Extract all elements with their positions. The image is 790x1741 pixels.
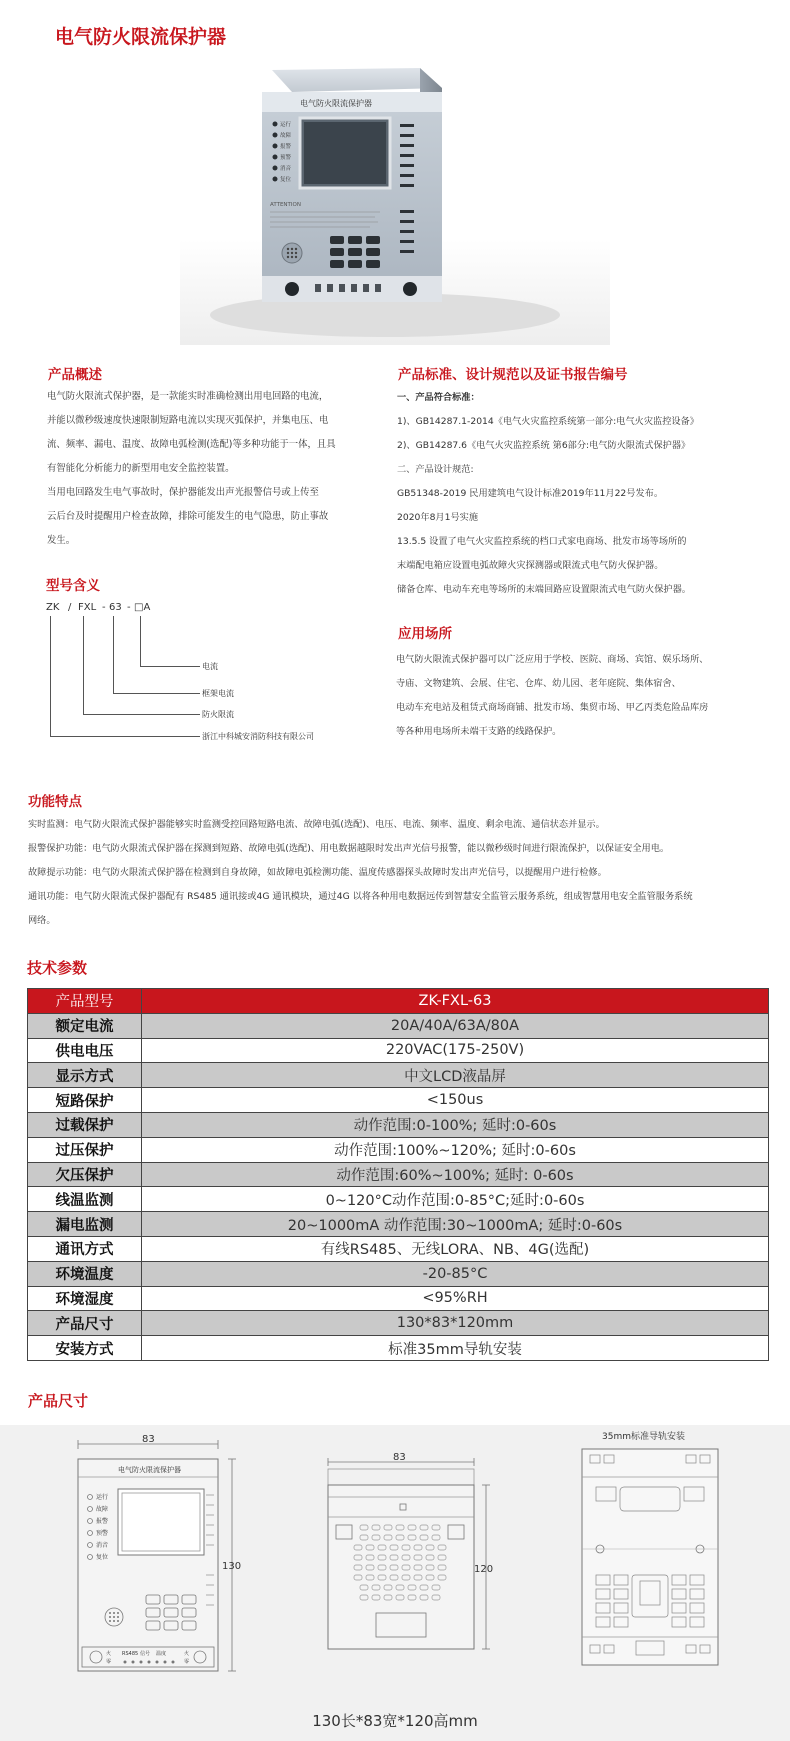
connector-line: [113, 616, 114, 693]
table-row: [28, 1088, 769, 1113]
overview-line: 有智能化分析能力的新型用电安全监控装置。: [47, 463, 235, 474]
table-row: [28, 1212, 769, 1237]
standards-line: 储备仓库、电动车充电等场所的末端回路应设置限流式电气防火保护器。: [397, 584, 691, 595]
indicator-label: 消音: [280, 166, 292, 172]
feature-line: 通讯功能：电气防火限流式保护器配有 RS485 通讯接或4G 通讯模块，通过4G 以将各种用电数据远传到智慧安全监管云服务系统，组成智慧用电安全监管服务系统: [28, 891, 693, 902]
applications-title: 应用场所: [398, 626, 452, 642]
applications-line: 电气防火限流式保护器可以广泛应用于学校、医院、商场、宾馆、娱乐场所、: [396, 654, 709, 665]
param-value: 中文LCD液晶屏: [142, 1063, 769, 1088]
attention-label: ATTENTION: [270, 202, 301, 208]
model-label-current: 电流: [202, 662, 218, 671]
connector-line: [140, 666, 200, 667]
front-width-label: 83: [142, 1434, 155, 1445]
terminal-label: 零: [106, 1659, 112, 1665]
model-label-company: 浙江中科城安消防科技有限公司: [202, 732, 314, 741]
param-value: 20A/40A/63A/80A: [142, 1013, 769, 1038]
applications-line: 等各种用电场所未端干支路的线路保护。: [396, 726, 562, 737]
param-name: 短路保护: [28, 1088, 142, 1113]
terminal-screw-right: [403, 282, 417, 296]
param-value: 动作范围:60%~100%; 延时: 0-60s: [142, 1162, 769, 1187]
tech-title: 技术参数: [27, 959, 88, 977]
indicator-label: 报警: [280, 144, 292, 150]
param-value: -20-85°C: [142, 1261, 769, 1286]
feature-line: 实时监测：电气防火限流式保护器能够实时监测受控回路短路电流、故障电弧(选配)、电压、电流、频率、温度、剩余电流、通信状态并显示。: [28, 819, 605, 830]
model-code-fxl: FXL: [78, 602, 97, 613]
model-code-63: 63: [109, 602, 122, 613]
param-name: 通讯方式: [28, 1236, 142, 1261]
model-label-frame-current: 框架电流: [202, 689, 234, 698]
param-value: 0~120°C动作范围:0-85°C;延时:0-60s: [142, 1187, 769, 1212]
param-name: 欠压保护: [28, 1162, 142, 1187]
table-row: [28, 1013, 769, 1038]
param-value: <95%RH: [142, 1286, 769, 1311]
device-front-label: 电气防火限流保护器: [300, 99, 372, 108]
overview-line: 流、频率、漏电、温度、故障电弧检测(选配)等多种功能于一体，且具: [47, 439, 336, 450]
dimensions-title: 产品尺寸: [28, 1392, 89, 1410]
overview-line: 并能以微秒级速度快速限制短路电流以实现灭弧保护，并集电压、电: [47, 415, 329, 426]
front-indicator-label: 故障: [96, 1506, 109, 1513]
terminal-label: 温度: [156, 1651, 167, 1657]
param-value: 动作范围:100%~120%; 延时:0-60s: [142, 1137, 769, 1162]
applications-line: 寺庙、文物建筑、会展、住宅、仓库、幼儿园、老年庭院、集体宿舍、: [396, 678, 681, 689]
indicator-label: 故障: [280, 133, 292, 139]
standards-line: 2020年8月1号实施: [397, 512, 479, 523]
param-value: 有线RS485、无线LORA、NB、4G(选配): [142, 1236, 769, 1261]
features-title: 功能特点: [28, 794, 82, 810]
param-name: 安装方式: [28, 1336, 142, 1361]
table-row: [28, 1311, 769, 1336]
param-value: 20~1000mA 动作范围:30~1000mA; 延时:0-60s: [142, 1212, 769, 1237]
table-row: [28, 1236, 769, 1261]
standards-line: GB51348-2019 民用建筑电气设计标准2019年11月22号发布。: [397, 488, 664, 499]
keypad: [330, 236, 380, 268]
table-row: [28, 1063, 769, 1088]
table-row: [28, 1112, 769, 1137]
standards-line: 二、产品设计规范:: [397, 464, 474, 475]
table-row: [28, 1162, 769, 1187]
table-row: [28, 1137, 769, 1162]
param-value: 标准35mm导轨安装: [142, 1336, 769, 1361]
rail-mount-label: 35mm标准导轨安装: [602, 1432, 685, 1442]
param-value: 130*83*120mm: [142, 1311, 769, 1336]
rail-view-drawing: [582, 1430, 718, 1665]
param-name: 产品型号: [28, 989, 142, 1014]
product-image: [180, 50, 610, 345]
feature-line: 网络。: [28, 915, 56, 926]
feature-line: 报警保护功能：电气防火限流式保护器在探测到短路、故障电弧(选配)、用电数据越限时发出声光信号报警，能以微秒级时间进行限流保护，以保证安全用电。: [28, 843, 670, 854]
param-name: 漏电监测: [28, 1212, 142, 1237]
param-name: 显示方式: [28, 1063, 142, 1088]
front-indicator-label: 预警: [96, 1530, 109, 1537]
standards-line: 1)、GB14287.1-2014《电气火灾监控系统第一部分:电气火灾监控设备》: [397, 416, 699, 427]
front-indicator-label: 复位: [96, 1554, 109, 1561]
model-meaning-diagram: [46, 602, 346, 742]
front-view-drawing: [78, 1434, 241, 1671]
side-width-label: 83: [393, 1452, 406, 1463]
model-code-dash: -: [102, 602, 106, 613]
param-value: ZK-FXL-63: [142, 989, 769, 1014]
front-height-label: 130: [222, 1561, 242, 1572]
terminal-screw-left: [285, 282, 299, 296]
page-title: 电气防火限流保护器: [55, 26, 227, 48]
standards-line: 一、产品符合标准：: [397, 392, 480, 403]
overview-line: 当用电回路发生电气事故时，保护器能发出声光报警信号或上传至: [47, 487, 319, 498]
indicator-label: 运行: [280, 122, 292, 128]
front-indicator-label: 运行: [96, 1494, 109, 1501]
connector-line: [50, 616, 51, 736]
param-name: 过压保护: [28, 1137, 142, 1162]
overview-line: 云后台及时提醒用户检查故障，排除可能发生的电气隐患，防止事故: [47, 511, 329, 522]
terminal-label: 火: [106, 1651, 112, 1657]
param-name: 产品尺寸: [28, 1311, 142, 1336]
connector-line: [140, 616, 141, 666]
front-device-label: 电气防火限流保护器: [118, 1466, 181, 1474]
overview-title: 产品概述: [48, 367, 102, 383]
applications-body: [396, 648, 708, 744]
table-row: [28, 1336, 769, 1361]
tech-params-table: [27, 988, 769, 1361]
terminal-label: RS485: [122, 1651, 139, 1657]
standards-line: 末端配电箱应设置电弧故障火灾探测器或限流式电气防火保护器。: [397, 560, 664, 571]
side-view-drawing: [328, 1452, 493, 1649]
standards-body: [397, 386, 699, 602]
indicator-label: 复位: [280, 177, 292, 183]
front-indicator-label: 消音: [96, 1542, 109, 1549]
lcd-screen-inner: [304, 122, 386, 184]
model-code-slash: /: [68, 602, 72, 613]
connector-line: [83, 616, 84, 714]
connector-line: [113, 693, 200, 694]
standards-title: 产品标准、设计规范以及证书报告编号: [398, 367, 628, 383]
connector-line: [83, 714, 200, 715]
param-name: 环境湿度: [28, 1286, 142, 1311]
param-name: 额定电流: [28, 1013, 142, 1038]
model-meaning-title: 型号含义: [46, 578, 100, 594]
connector-line: [50, 736, 200, 737]
param-name: 供电电压: [28, 1038, 142, 1063]
standards-line: 2)、GB14287.6《电气火灾监控系统 第6部分:电气防火限流式保护器》: [397, 440, 691, 451]
dimensions-caption: 130长*83宽*120高mm: [312, 1712, 478, 1730]
standards-line: 13.5.5 设置了电气火灾监控系统的档口式家电商场、批发市场等场所的: [397, 536, 687, 547]
table-row: [28, 1187, 769, 1212]
dimensions-panel: [0, 1425, 790, 1741]
side-height-label: 120: [474, 1564, 494, 1575]
applications-line: 电动车充电站及租赁式商场商铺、批发市场、集贸市场、甲乙丙类危险品库房: [396, 702, 709, 713]
overview-line: 发生。: [47, 535, 76, 546]
param-name: 线温监测: [28, 1187, 142, 1212]
overview-body: [47, 385, 336, 553]
terminal-label: 火: [184, 1651, 190, 1657]
overview-line: 电气防火限流式保护器，是一款能实时准确检测出用电回路的电流，: [47, 391, 329, 402]
table-row: [28, 989, 769, 1014]
param-value: 220VAC(175-250V): [142, 1038, 769, 1063]
model-code-a: □A: [134, 602, 151, 613]
param-name: 环境温度: [28, 1261, 142, 1286]
model-label-fire-limit: 防火限流: [202, 710, 234, 719]
terminal-label: 零: [184, 1659, 190, 1665]
table-row: [28, 1286, 769, 1311]
model-code-zk: ZK: [46, 602, 60, 613]
table-row: [28, 1038, 769, 1063]
param-value: <150us: [142, 1088, 769, 1113]
table-row: [28, 1261, 769, 1286]
feature-line: 故障提示功能：电气防火限流式保护器在检测到自身故障，如故障电弧检测功能、温度传感器探头故障时发出声光信号，以提醒用户进行检修。: [28, 867, 607, 878]
features-body: [28, 813, 693, 933]
param-name: 过载保护: [28, 1112, 142, 1137]
front-indicator-label: 报警: [96, 1518, 109, 1525]
indicator-label: 预警: [280, 155, 292, 161]
device-top: [272, 68, 442, 92]
param-value: 动作范围:0-100%; 延时:0-60s: [142, 1112, 769, 1137]
model-code-dash: -: [127, 602, 131, 613]
terminal-label: 信号: [140, 1651, 151, 1657]
speaker-holes: [287, 248, 297, 258]
